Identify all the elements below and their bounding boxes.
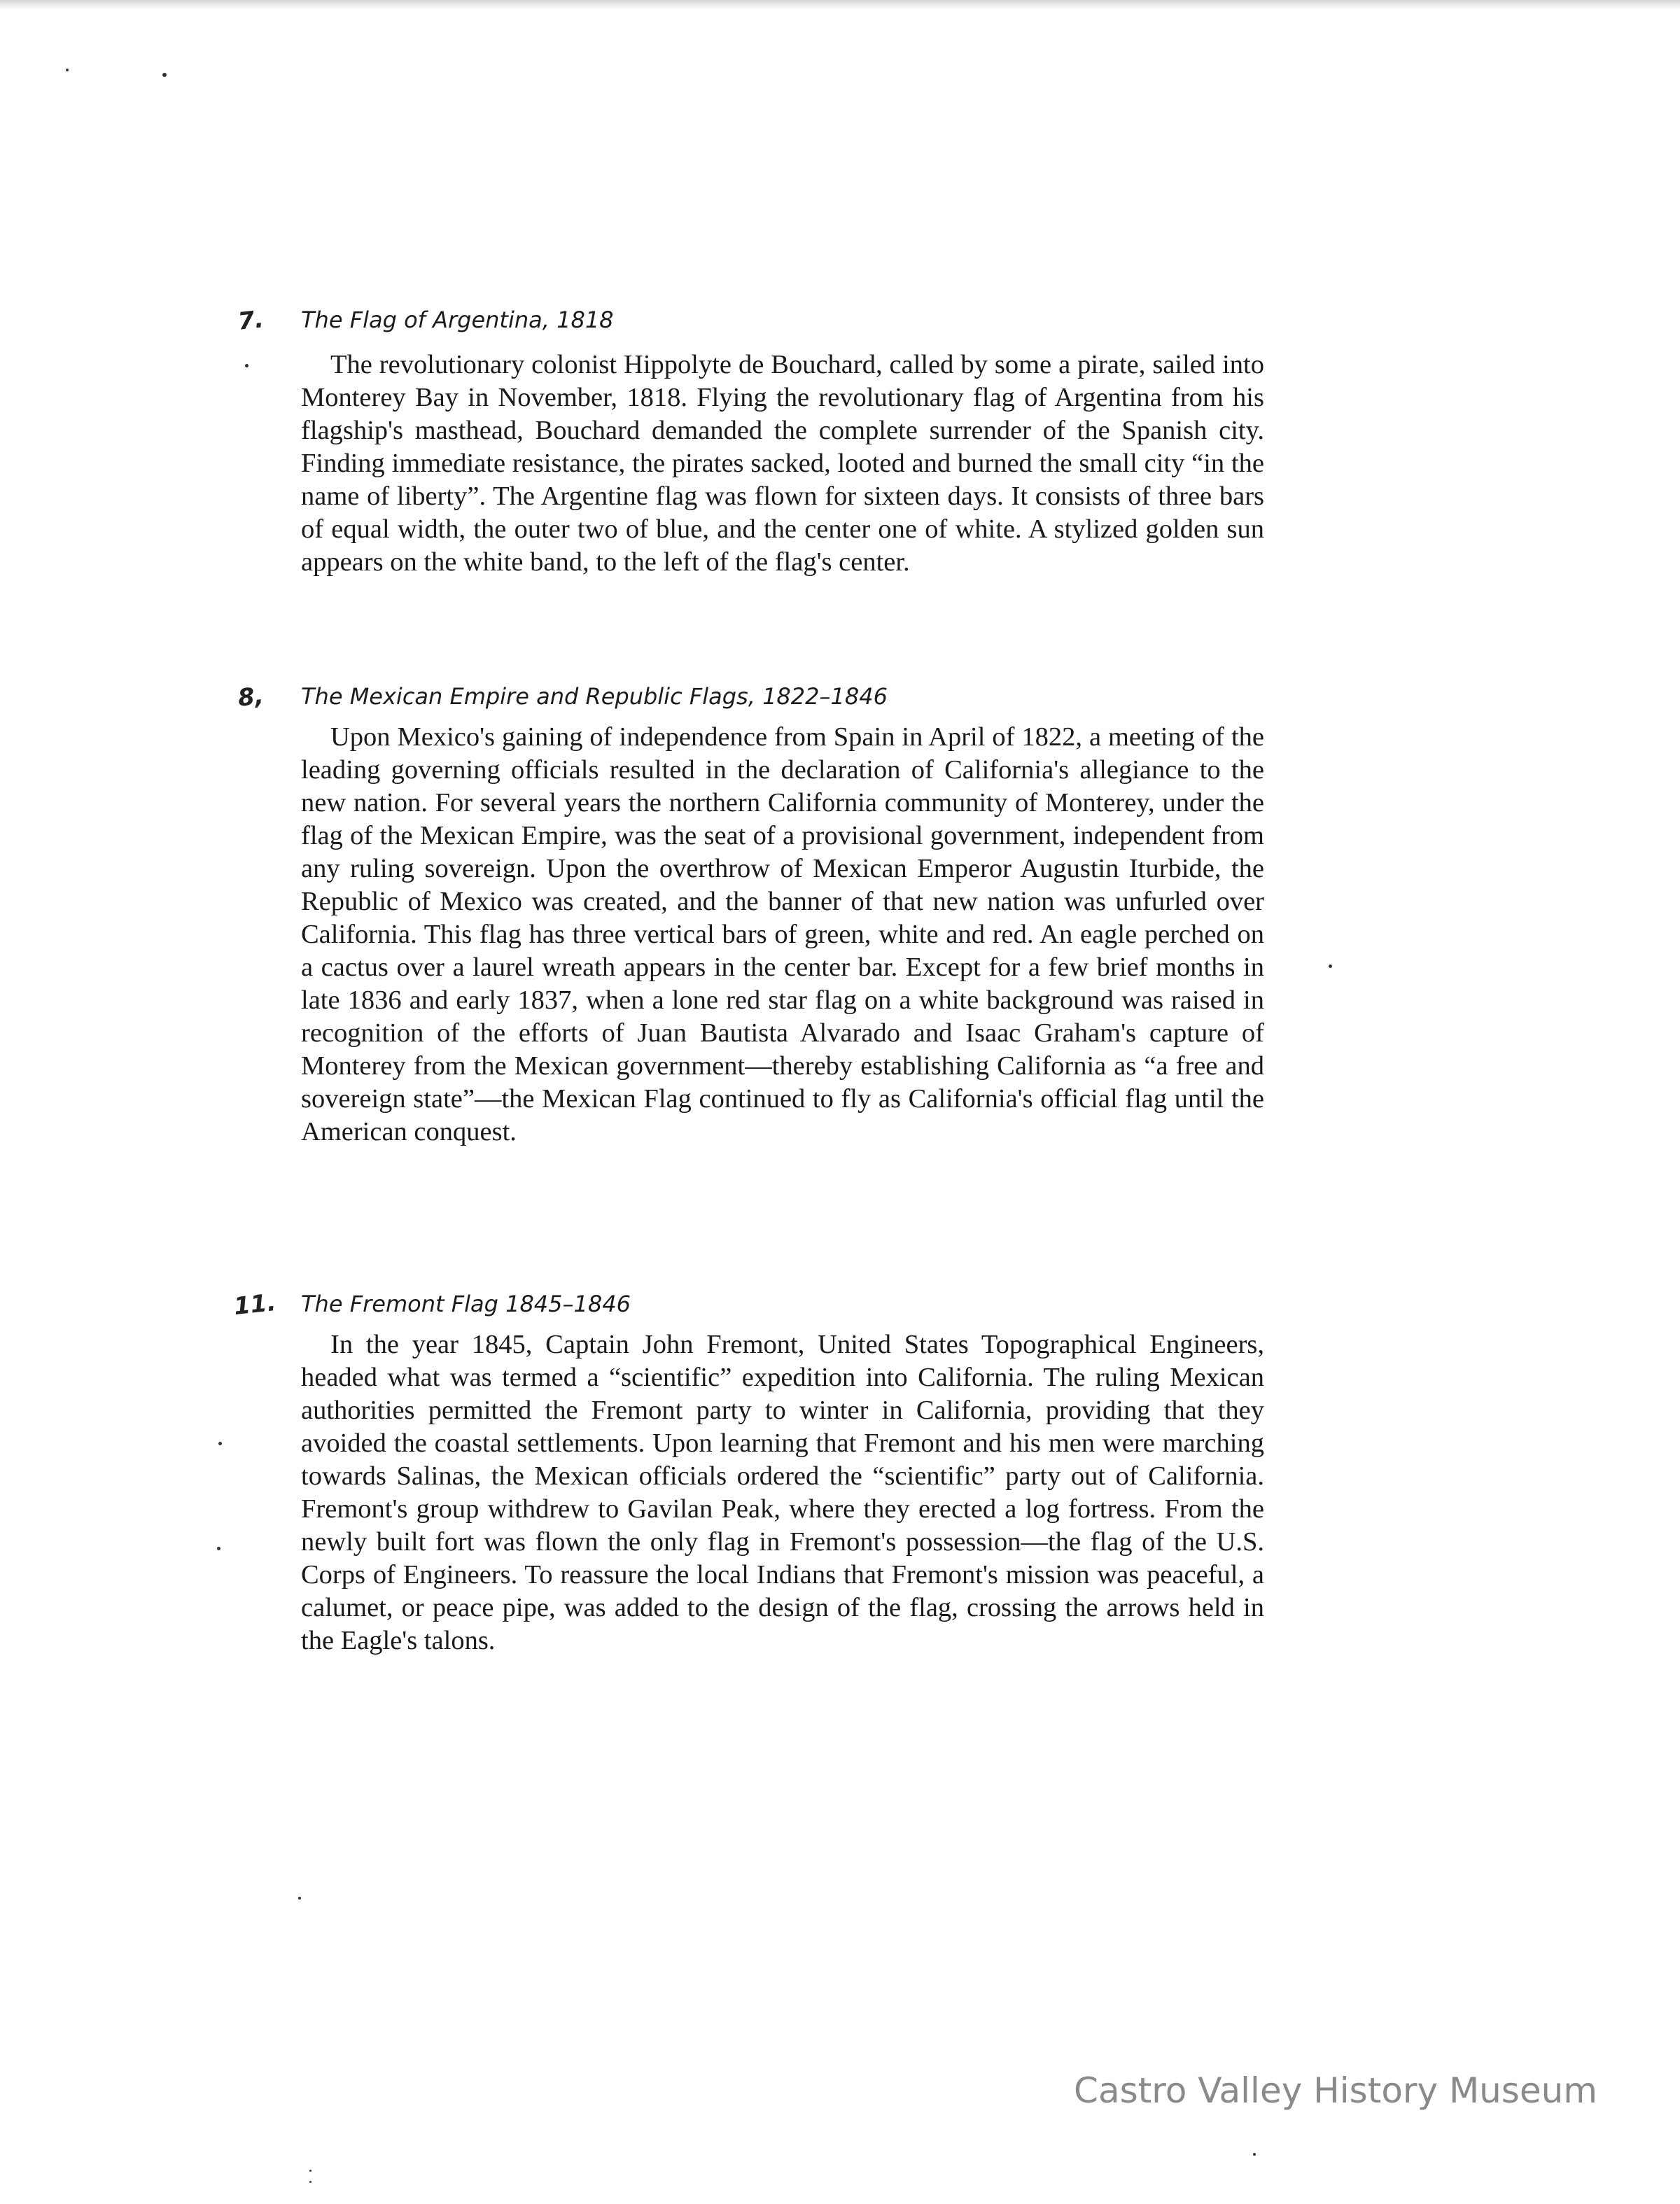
section-heading: The Fremont Flag 1845–1846 bbox=[301, 1291, 631, 1317]
scan-top-edge bbox=[0, 0, 1680, 10]
scan-speck bbox=[1253, 2153, 1256, 2156]
section-body: In the year 1845, Captain John Fremont, United States Topographical Engineers, headed what was termed a “scientific” expedition into California. The ruling Mexican authorities permitted the Fremont party to winter in California, providing that they avoided the coastal settlements. Upon learning that Fremont and his men were marching towards Salinas, the Mexican officials ordered the “scientific” party out of California. Fremont's group withdrew to Gavilan Peak, where they erected a log fortress. From the newly built fort was flown the only flag in Fremont's possession—the flag of the U.S. Corps of Engineers. To reassure the local Indians that Fremont's mission was peaceful, a calumet, or peace pipe, was added to the design of the flag, crossing the arrows held in the Eagle's talons. bbox=[301, 1330, 1264, 1655]
section-heading: The Mexican Empire and Republic Flags, 1822–1846 bbox=[301, 683, 888, 710]
scan-speck bbox=[1329, 964, 1332, 968]
scan-speck bbox=[217, 1547, 220, 1550]
museum-watermark: Castro Valley History Museum bbox=[1074, 2070, 1597, 2111]
section-body: Upon Mexico's gaining of independence from Spain in April of 1822, a meeting of the leading governing officials resulted in the declaration of California's allegiance to the new nation. For several years the northern California community of Monterey, under the flag of the Mexican Empire, was the seat of a provisional government, independent from any ruling sovereign. Upon the overthrow of Mexican Emperor Augustin Iturbide, the Republic of Mexico was created, and the banner of that new nation was unfurled over California. This flag has three vertical bars of green, white and red. An eagle perched on a cactus over a laurel wreath appears in the center bar. Except for a few brief months in late 1836 and early 1837, when a lone red star flag on a white background was raised in recognition of the efforts of Juan Bautista Alvarado and Isaac Graham's capture of Monterey from the Mexican government—thereby establishing California as “a free and sovereign state”—the Mexican Flag continued to fly as California's official flag until the American conquest. bbox=[301, 722, 1264, 1146]
scan-speck bbox=[66, 69, 69, 71]
section-body: The revolutionary colonist Hippolyte de Bouchard, called by some a pirate, sailed into Monterey Bay in November, 1818. Flying the revolutionary flag of Argentina from his flagship's masthead, Bouchard demanded the complete surrender of the Spanish city. Finding immediate resistance, the pirates sacked, looted and burned the small city “in the name of liberty”. The Argentine flag was flown for sixteen days. It consists of three bars of equal width, the outer two of blue, and the center one of white. A stylized golden sun appears on the white band, to the left of the flag's center. bbox=[301, 350, 1264, 577]
section-heading: The Flag of Argentina, 1818 bbox=[301, 307, 614, 333]
handwritten-number: 11. bbox=[232, 1288, 278, 1321]
scan-speck bbox=[162, 73, 167, 77]
scan-speck bbox=[309, 2170, 312, 2172]
scan-speck bbox=[218, 1442, 222, 1445]
handwritten-number: 7. bbox=[237, 305, 265, 336]
scan-speck bbox=[298, 1897, 301, 1900]
scan-speck bbox=[309, 2181, 312, 2183]
scan-speck bbox=[245, 364, 248, 367]
handwritten-number: 8, bbox=[237, 682, 265, 713]
